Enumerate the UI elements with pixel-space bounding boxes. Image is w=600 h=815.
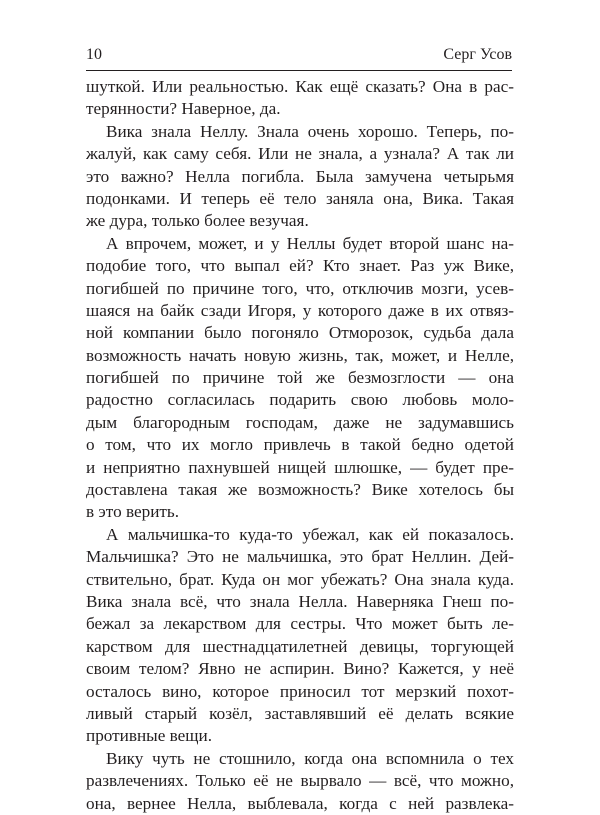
text-line: погибшей по причине того, что, отключив мозги, усев- — [86, 278, 514, 298]
text-line: осталось вино, которое приносил тот мерзкий похот- — [86, 681, 514, 701]
text-line: Вику чуть не стошнило, когда она вспомнила о тех — [106, 748, 514, 768]
text-line: подобие того, что выпал ей? Кто знает. Раз уж Вике, — [86, 256, 514, 276]
page-header — [86, 46, 512, 71]
text-line: бежал за лекарством для сестры. Что может быть ле- — [86, 614, 514, 634]
text-line: ливый старый козёл, заставлявший её делать всякие — [86, 703, 514, 723]
text-line: терянности? Наверное, да. — [86, 99, 281, 119]
text-line: возможность начать новую жизнь, так, может, и Нелле, — [86, 345, 514, 365]
text-line: же дура, только более везучая. — [86, 211, 309, 231]
text-line: в это верить. — [86, 502, 180, 522]
text-line: дым благородным господам, даже не задумавшись — [86, 412, 514, 432]
text-line: А впрочем, может, и у Неллы будет второй шанс на- — [106, 233, 514, 253]
page-number: 10 — [86, 46, 102, 63]
text-line: Вика знала всё, что знала Нелла. Наверняка Гнеш по- — [86, 591, 514, 611]
text-line: противные вещи. — [86, 726, 213, 746]
text-line: радостно согласилась подарить свою любовь моло- — [86, 390, 514, 410]
text-line: это важно? Нелла погибла. Была замучена четырьмя — [86, 166, 514, 186]
text-line: своим телом? Явно не аспирин. Вино? Кажется, у неё — [86, 659, 514, 679]
text-line: и неприятно пахнувшей нищей шлюшке, — будет пре- — [86, 457, 514, 477]
text-body — [86, 76, 514, 815]
text-line: доставлена такая же возможность? Вике хотелось бы — [86, 480, 514, 500]
text-line: шаяся на байк сзади Игоря, у которого даже в их отвяз- — [86, 300, 514, 320]
text-line: подонками. И теперь её тело заняла она, Вика. Такая — [86, 188, 514, 208]
text-line: шуткой. Или реальностью. Как ещё сказать? Она в рас- — [86, 77, 514, 96]
text-line: погибшей по причине той же безмозглости — она — [86, 368, 514, 388]
text-line: Вика знала Неллу. Знала очень хорошо. Теперь, по- — [106, 121, 514, 141]
text-line: развлечениях. Только её не вырвало — всё, что можно, — [86, 771, 514, 791]
running-head-author: Серг Усов — [443, 46, 512, 63]
text-line: Мальчишка? Это не мальчишка, это брат Неллин. Дей- — [86, 547, 514, 567]
text-line: о том, что их могло привлечь в такой бедно одетой — [86, 435, 514, 455]
text-line: она, вернее Нелла, выблевала, когда с ней развлека- — [86, 793, 514, 813]
text-line: карством для шестнадцатилетней девицы, торгующей — [86, 636, 514, 656]
text-line: ствительно, брат. Куда он мог убежать? Она знала куда. — [86, 569, 514, 589]
text-line: жалуй, как саму себя. Или не знала, а узнала? А так ли — [86, 144, 514, 164]
text-line: ной компании было погоняло Отморозок, судьба дала — [86, 323, 514, 343]
text-line: А мальчишка-то куда-то убежал, как ей показалось. — [106, 524, 514, 544]
